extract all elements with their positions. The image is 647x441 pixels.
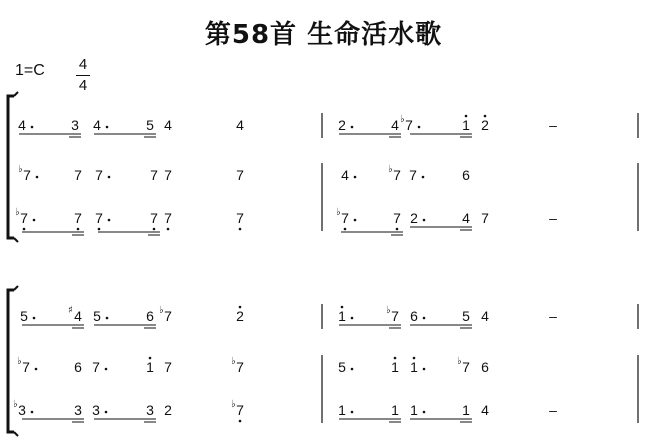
augmentation-dot xyxy=(106,126,109,129)
note-7: 7 xyxy=(391,308,399,324)
note-7: 7 xyxy=(462,359,470,375)
augmentation-dot xyxy=(105,411,108,414)
bracket-hook-top xyxy=(14,92,18,96)
bracket-hook-bottom xyxy=(14,432,18,436)
augmentation-dot xyxy=(351,368,354,371)
augmentation-dot xyxy=(422,176,425,179)
flat-sign: ♭ xyxy=(386,305,391,316)
octave-dot-below xyxy=(239,420,242,423)
octave-dot-above xyxy=(394,357,397,360)
octave-dot-below xyxy=(396,228,399,231)
dash-note: – xyxy=(549,210,557,226)
note-7: 7 xyxy=(74,167,82,183)
note-7: 7 xyxy=(20,210,28,226)
augmentation-dot xyxy=(354,219,357,222)
note-1: 1 xyxy=(391,359,399,375)
note-4: 4 xyxy=(462,210,470,226)
octave-dot-above xyxy=(149,357,152,360)
note-6: 6 xyxy=(462,167,470,183)
note-6: 6 xyxy=(74,359,82,375)
octave-dot-above xyxy=(239,306,242,309)
note-7: 7 xyxy=(150,210,158,226)
note-7: 7 xyxy=(236,402,244,418)
page-title: 第58首 生命活水歌 xyxy=(204,20,443,50)
flat-sign: ♭ xyxy=(18,164,23,175)
flat-sign: ♭ xyxy=(159,305,164,316)
augmentation-dot xyxy=(105,368,108,371)
dash-note: – xyxy=(549,308,557,324)
augmentation-dot xyxy=(36,176,39,179)
note-7: 7 xyxy=(409,167,417,183)
note-2: 2 xyxy=(164,402,172,418)
note-4: 4 xyxy=(18,117,26,133)
note-4: 4 xyxy=(74,308,82,324)
note-1: 1 xyxy=(146,359,154,375)
note-4: 4 xyxy=(93,117,101,133)
flat-sign: ♭ xyxy=(336,207,341,218)
note-5: 5 xyxy=(20,308,28,324)
note-5: 5 xyxy=(146,117,154,133)
octave-dot-above xyxy=(484,115,487,118)
octave-dot-below xyxy=(23,228,26,231)
augmentation-dot xyxy=(423,317,426,320)
octave-dot-above xyxy=(413,357,416,360)
note-7: 7 xyxy=(95,210,103,226)
note-1: 1 xyxy=(462,402,470,418)
octave-dot-below xyxy=(153,228,156,231)
sharp-sign: ♯ xyxy=(68,305,73,316)
augmentation-dot xyxy=(33,219,36,222)
note-3: 3 xyxy=(71,117,79,133)
note-7: 7 xyxy=(393,210,401,226)
note-4: 4 xyxy=(164,117,172,133)
note-3: 3 xyxy=(74,402,82,418)
note-4: 4 xyxy=(341,167,349,183)
dash-note: – xyxy=(549,402,557,418)
note-2: 2 xyxy=(410,210,418,226)
flat-sign: ♭ xyxy=(388,164,393,175)
octave-dot-below xyxy=(167,228,170,231)
augmentation-dot xyxy=(423,411,426,414)
augmentation-dot xyxy=(106,317,109,320)
note-7: 7 xyxy=(22,359,30,375)
note-3: 3 xyxy=(92,402,100,418)
note-2: 2 xyxy=(338,117,346,133)
augmentation-dot xyxy=(351,317,354,320)
note-1: 1 xyxy=(391,402,399,418)
note-7: 7 xyxy=(92,359,100,375)
augmentation-dot xyxy=(354,176,357,179)
note-6: 6 xyxy=(481,359,489,375)
augmentation-dot xyxy=(31,411,34,414)
bracket-hook-bottom xyxy=(14,238,18,242)
note-5: 5 xyxy=(93,308,101,324)
note-7: 7 xyxy=(236,210,244,226)
note-5: 5 xyxy=(338,359,346,375)
octave-dot-above xyxy=(341,306,344,309)
note-7: 7 xyxy=(236,359,244,375)
flat-sign: ♭ xyxy=(15,207,20,218)
note-7: 7 xyxy=(405,117,413,133)
augmentation-dot xyxy=(31,126,34,129)
augmentation-dot xyxy=(35,368,38,371)
octave-dot-below xyxy=(344,228,347,231)
note-7: 7 xyxy=(236,167,244,183)
octave-dot-below xyxy=(77,228,80,231)
key-signature: 1=C xyxy=(15,62,45,79)
flat-sign: ♭ xyxy=(231,399,236,410)
note-4: 4 xyxy=(236,117,244,133)
dash-note: – xyxy=(549,117,557,133)
flat-sign: ♭ xyxy=(457,356,462,367)
note-7: 7 xyxy=(393,167,401,183)
augmentation-dot xyxy=(351,411,354,414)
note-6: 6 xyxy=(410,308,418,324)
note-4: 4 xyxy=(481,308,489,324)
note-7: 7 xyxy=(164,167,172,183)
note-7: 7 xyxy=(341,210,349,226)
note-1: 1 xyxy=(338,402,346,418)
note-7: 7 xyxy=(74,210,82,226)
note-4: 4 xyxy=(481,402,489,418)
flat-sign: ♭ xyxy=(17,356,22,367)
note-7: 7 xyxy=(95,167,103,183)
flat-sign: ♭ xyxy=(13,399,18,410)
octave-dot-above xyxy=(465,115,468,118)
augmentation-dot xyxy=(108,219,111,222)
flat-sign: ♭ xyxy=(400,114,405,125)
flat-sign: ♭ xyxy=(231,356,236,367)
note-3: 3 xyxy=(146,402,154,418)
augmentation-dot xyxy=(351,126,354,129)
augmentation-dot xyxy=(33,317,36,320)
note-2: 2 xyxy=(481,117,489,133)
time-signature-bottom: 4 xyxy=(78,77,88,94)
bracket xyxy=(8,96,14,238)
note-7: 7 xyxy=(164,210,172,226)
note-5: 5 xyxy=(462,308,470,324)
augmentation-dot xyxy=(423,368,426,371)
note-7: 7 xyxy=(164,308,172,324)
note-1: 1 xyxy=(462,117,470,133)
note-1: 1 xyxy=(338,308,346,324)
note-7: 7 xyxy=(164,359,172,375)
note-7: 7 xyxy=(23,167,31,183)
note-1: 1 xyxy=(410,402,418,418)
octave-dot-below xyxy=(239,228,242,231)
time-signature-top: 4 xyxy=(78,56,88,73)
note-3: 3 xyxy=(18,402,26,418)
octave-dot-below xyxy=(98,228,101,231)
note-6: 6 xyxy=(146,308,154,324)
note-2: 2 xyxy=(236,308,244,324)
note-1: 1 xyxy=(410,359,418,375)
augmentation-dot xyxy=(418,126,421,129)
augmentation-dot xyxy=(108,176,111,179)
note-4: 4 xyxy=(391,117,399,133)
note-7: 7 xyxy=(150,167,158,183)
bracket xyxy=(8,290,14,432)
bracket-hook-top xyxy=(14,286,18,290)
augmentation-dot xyxy=(423,219,426,222)
note-7: 7 xyxy=(481,210,489,226)
